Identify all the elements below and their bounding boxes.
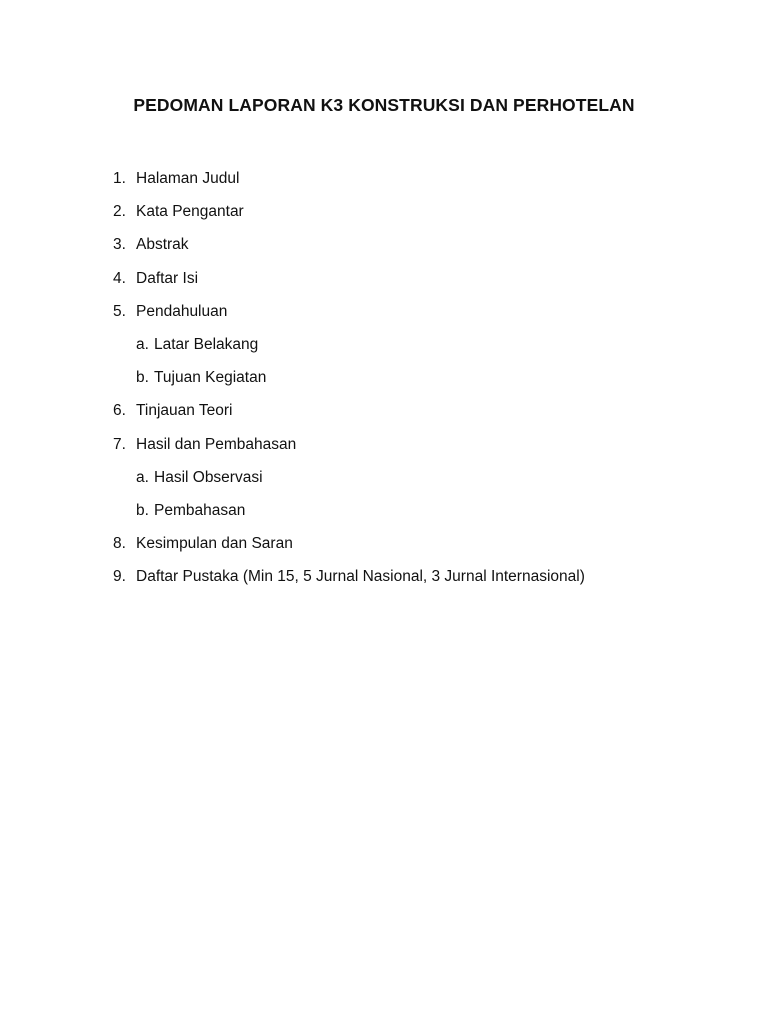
item-number: 5. — [113, 302, 126, 320]
item-letter: b. — [136, 369, 149, 387]
list-item — [113, 565, 585, 598]
sub-list-item — [113, 499, 585, 532]
item-letter: a. — [136, 335, 149, 353]
item-number: 3. — [113, 236, 126, 254]
item-text: Daftar Pustaka (Min 15, 5 Jurnal Nasional, 3 Jurnal Internasional) — [136, 568, 585, 586]
item-text: Kata Pengantar — [136, 203, 244, 221]
list-item — [113, 233, 585, 266]
item-text: Hasil Observasi — [154, 468, 263, 486]
item-text: Pembahasan — [154, 501, 246, 519]
item-text: Daftar Isi — [136, 269, 199, 287]
sub-list-item — [113, 466, 585, 499]
item-number: 9. — [113, 568, 126, 586]
item-text: Tinjauan Teori — [136, 402, 233, 420]
item-text: Latar Belakang — [154, 335, 259, 353]
item-letter: a. — [136, 468, 149, 486]
list-item — [113, 167, 585, 200]
item-letter: b. — [136, 501, 149, 519]
item-text: Kesimpulan dan Saran — [136, 535, 293, 553]
list-item — [113, 267, 585, 300]
list-item — [113, 433, 585, 466]
list-item — [113, 399, 585, 432]
item-text: Tujuan Kegiatan — [154, 369, 267, 387]
list-item — [113, 300, 585, 333]
sub-list-item — [113, 366, 585, 399]
list-item — [113, 200, 585, 233]
item-number: 7. — [113, 435, 126, 453]
sub-list-item — [113, 333, 585, 366]
item-text: Pendahuluan — [136, 302, 228, 320]
item-text: Halaman Judul — [136, 170, 240, 187]
item-text: Abstrak — [136, 236, 189, 254]
item-number: 8. — [113, 535, 126, 553]
item-text: Hasil dan Pembahasan — [136, 435, 297, 453]
outline-list — [113, 167, 585, 598]
item-number: 1. — [113, 170, 126, 187]
list-item — [113, 532, 585, 565]
item-number: 4. — [113, 269, 126, 287]
item-number: 2. — [113, 203, 126, 221]
document-title: PEDOMAN LAPORAN K3 KONSTRUKSI DAN PERHOTELAN — [133, 95, 635, 115]
item-number: 6. — [113, 402, 126, 420]
